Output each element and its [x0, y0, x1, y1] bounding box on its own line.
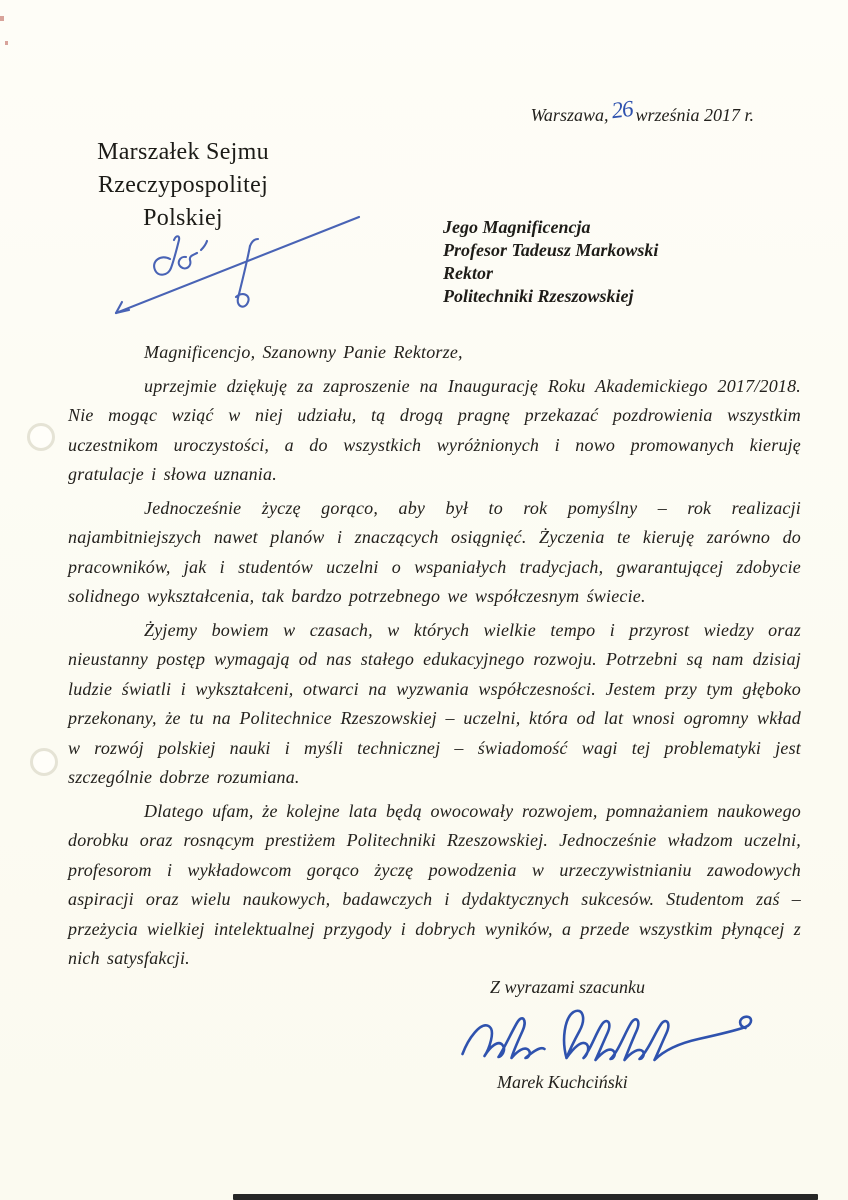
signer-name: Marek Kuchciński: [497, 1072, 628, 1092]
salutation: Magnificencjo, Szanowny Panie Rektorze,: [144, 342, 463, 362]
letterhead-line2: Rzeczypospolitej Polskiej: [97, 172, 269, 231]
date-rest: września 2017 r.: [635, 105, 754, 125]
paragraph-4: Dlatego ufam, że kolejne lata będą owocowały rozwojem, pomnażaniem naukowego dorobku oraz rosnącym prestiżem Politechniki Rzeszowskiej. Jednocześnie władzom uczelni, profesorom i wykładowcom gorąco życzę powodzenia w urzeczywistnianiu zawodowych aspiracji oraz wielu naukowych, badawczych i dydaktycznych sukcesów. Studentom zaś – przeżycia wielkiej intelektualnej przygody i dobrych wyników, a przede wszystkim płynącej z nich satysfakcji.: [68, 800, 801, 968]
recipient-institution: Politechniki Rzeszowskiej: [443, 286, 634, 306]
signature-scribble: [452, 998, 767, 1083]
letter-body: [68, 338, 801, 978]
recipient-block: [443, 216, 658, 308]
paragraph-2: Jednocześnie życzę gorąco, aby był to rok pomyślny – rok realizacji najambitniejszych nawet planów i znaczących osiągnięć. Życzenia te kieruję zarówno do pracowników, jak i studentów uczelni o wspaniałych tradycjach, gwarantującej zdobycie solidnego wykształcenia, tak bardzo potrzebnego we współczesnym świecie.: [68, 497, 801, 606]
recipient-honorific: Jego Magnificencja: [443, 217, 591, 237]
letterhead-line1: Marszałek Sejmu: [97, 139, 269, 165]
paragraph-1: uprzejmie dziękuję za zaproszenie na Inaugurację Roku Akademickiego 2017/2018. Nie mogąc wziąć w niej udziału, tą drogą pragnę przekazać pozdrowienia wszystkim uczestnikom uroczystości, a do wszystkich wyróżnionych i nowo promowanych kieruję gratulacje i słowa uznania.: [68, 375, 801, 484]
hole-punch-mark: [30, 748, 58, 776]
paragraph-3: Żyjemy bowiem w czasach, w których wielkie tempo i przyrost wiedzy oraz nieustanny postęp wymagają od nas stałego edukacyjnego rozwoju. Potrzebni są nam dzisiaj ludzie światli i wykształceni, otwarci na wyzwania współczesności. Jestem przy tym głęboko przekonany, że tu na Politechnice Rzeszowskiej – uczelni, która od lat wnosi ogromny wkład w rozwój polskiej nauki i myśli technicznej – świadomość wagi tej problematyki jest szczególnie dobrze rozumiana.: [68, 619, 801, 787]
recipient-name: Profesor Tadeusz Markowski: [443, 240, 659, 260]
scan-artifact: [0, 16, 4, 21]
handwritten-do-annotation: [106, 210, 376, 330]
date-line: [530, 95, 754, 127]
closing-phrase: Z wyrazami szacunku: [490, 977, 646, 997]
paraph-arrow-icon: [106, 210, 376, 325]
scan-artifact: [5, 41, 8, 45]
recipient-title: Rektor: [443, 263, 494, 283]
signature-icon: [452, 998, 767, 1078]
bottom-scan-bar: [233, 1194, 818, 1200]
date-city: Warszawa,: [530, 105, 609, 125]
handwritten-day: 26: [610, 95, 635, 124]
hole-punch-mark: [27, 423, 55, 451]
